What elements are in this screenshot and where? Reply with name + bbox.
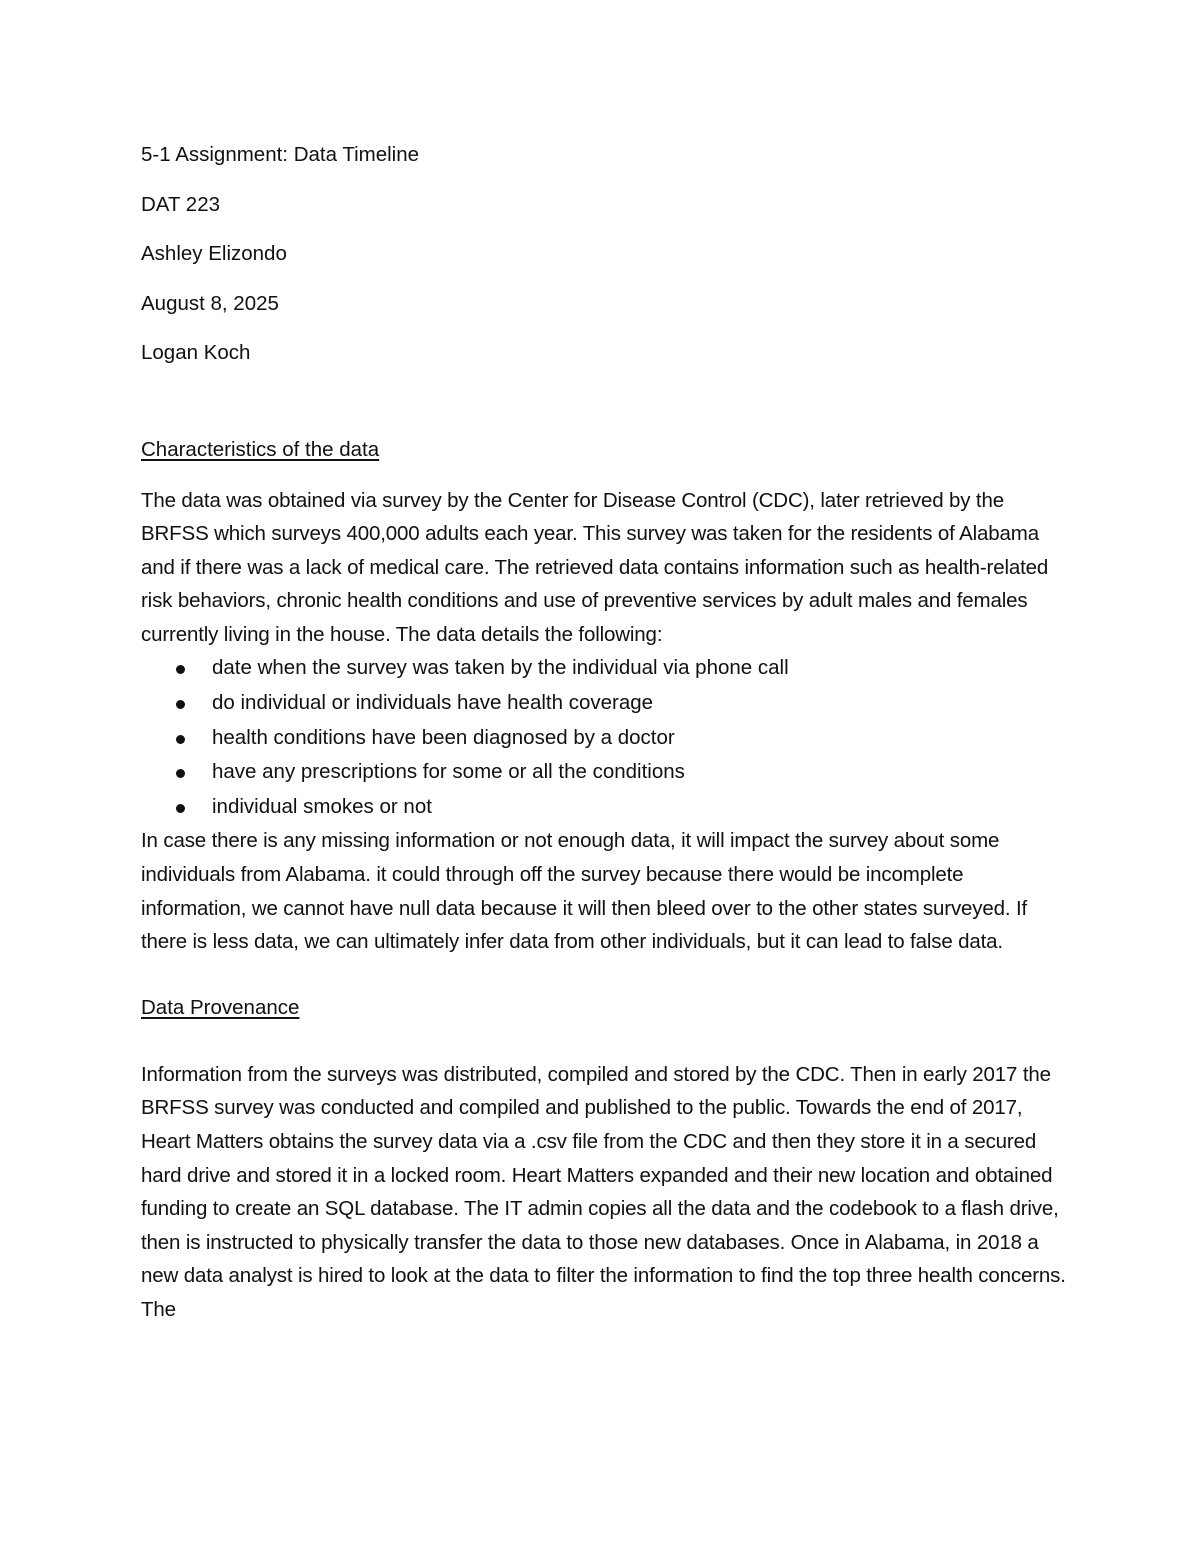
characteristics-closing-paragraph: In case there is any missing information or not enough data, it will impact the survey about some individuals from Alabama. it could through off the survey because there would be incomplete information, we cannot have null data because it will then bleed over to the other states surveyed. If there is less data, we can ultimately infer data from other individuals, but it can lead to false data. — [141, 829, 1028, 954]
submission-date: August 8, 2025 — [141, 291, 279, 315]
list-item — [141, 755, 1071, 790]
document-body — [141, 140, 1071, 1327]
section-heading-characteristics: Characteristics of the data — [141, 437, 380, 461]
instructor-name: Logan Koch — [141, 341, 251, 364]
list-item — [141, 721, 1071, 756]
bullet-icon — [176, 735, 185, 744]
bullet-icon — [176, 700, 185, 709]
list-item-text: have any prescriptions for some or all the conditions — [212, 760, 685, 784]
list-item-text: health conditions have been diagnosed by a doctor — [212, 725, 675, 749]
characteristics-intro-paragraph: The data was obtained via survey by the Center for Disease Control (CDC), later retrieved by the BRFSS which surveys 400,000 adults each year. This survey was taken for the residents of Alabama and if there was a lack of medical care. The retrieved data contains information such as health-related risk behaviors, chronic health conditions and use of preventive services by adult males and females currently living in the house. The data details the following: — [141, 488, 1049, 646]
list-item-text: date when the survey was taken by the individual via phone call — [212, 656, 789, 680]
author-name: Ashley Elizondo — [141, 242, 287, 265]
bullet-icon — [176, 769, 185, 778]
list-item-text: individual smokes or not — [212, 794, 432, 818]
list-item — [141, 651, 1071, 686]
list-item-text: do individual or individuals have health coverage — [212, 691, 654, 715]
list-item — [141, 686, 1071, 721]
provenance-paragraph: Information from the surveys was distributed, compiled and stored by the CDC. Then in early 2017 the BRFSS survey was conducted and compiled and published to the public. Towards the end of 2017, Heart Matters obtains the survey data via a .csv file from the CDC and then they store it in a secured hard drive and stored it in a locked room. Heart Matters expanded and their new location and obtained funding to create an SQL database. The IT admin copies all the data and the codebook to a flash drive, then is instructed to physically transfer the data to those new databases. Once in Alabama, in 2018 a new data analyst is hired to look at the data to filter the information to find the top three health concerns. The — [141, 1062, 1066, 1321]
section-heading-provenance: Data Provenance — [141, 995, 300, 1019]
bullet-icon — [176, 665, 185, 674]
assignment-title: 5-1 Assignment: Data Timeline — [141, 143, 420, 166]
course-code: DAT 223 — [141, 192, 221, 216]
bullet-icon — [176, 804, 185, 813]
data-details-list — [141, 651, 1071, 824]
list-item — [141, 790, 1071, 825]
